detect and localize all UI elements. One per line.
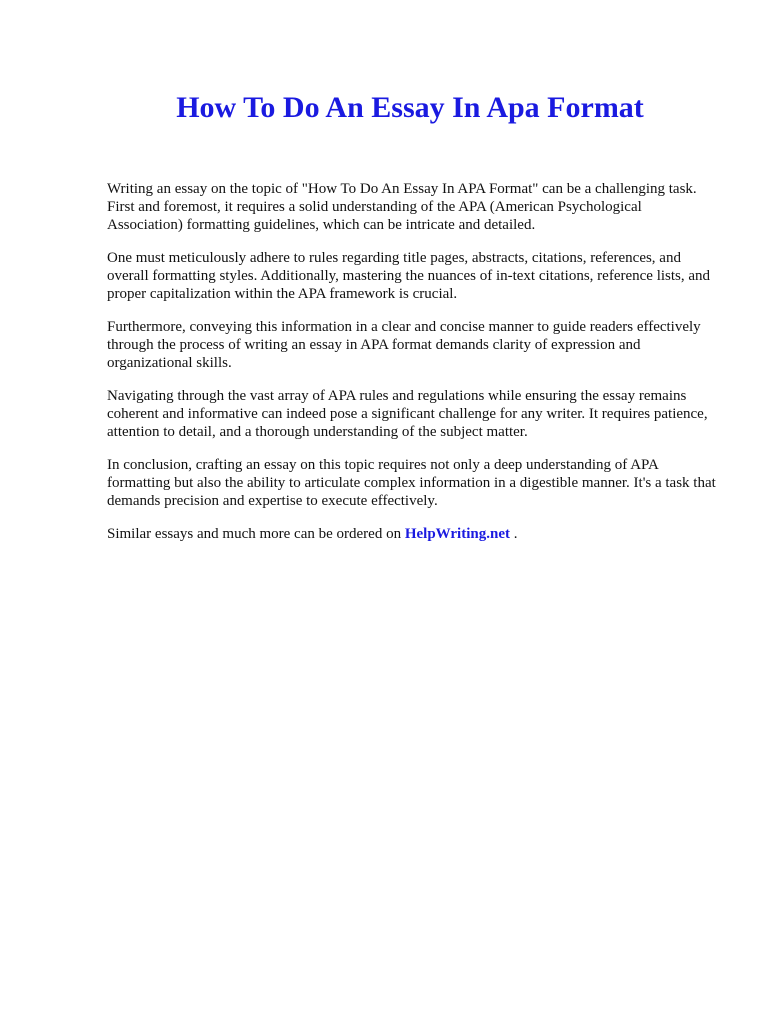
paragraph-2: One must meticulously adhere to rules regarding title pages, abstracts, citations, references, and overall formatting styles. Additionally, mastering the nuances of in-text citations, reference lists, and proper capitalization within the APA framework is crucial.	[107, 250, 711, 302]
closing-line	[107, 525, 719, 543]
paragraph-4: Navigating through the vast array of APA rules and regulations while ensuring the essay remains coherent and informative can indeed pose a significant challenge for any writer. It requires patience, attention to detail, and a thorough understanding of the subject matter.	[107, 388, 708, 440]
page-title: How To Do An Essay In Apa Format	[176, 91, 644, 124]
closing-suffix: .	[509, 526, 518, 542]
paragraph-3: Furthermore, conveying this information in a clear and concise manner to guide readers effectively through the process of writing an essay in APA format demands clarity of expression and organizational skills.	[107, 319, 701, 371]
paragraph-5: In conclusion, crafting an essay on this topic requires not only a deep understanding of APA formatting but also the ability to articulate complex information in a digestible manner. It's a task that demands precision and expertise to execute effectively.	[107, 457, 716, 509]
paragraph-1: Writing an essay on the topic of "How To Do An Essay In APA Format" can be a challenging task. First and foremost, it requires a solid understanding of the APA (American Psychological Association) formatting guidelines, which can be intricate and detailed.	[107, 181, 697, 233]
closing-prefix: Similar essays and much more can be ordered on	[107, 526, 405, 542]
essay-body	[107, 180, 719, 558]
helpwriting-link[interactable]: HelpWriting.net	[404, 526, 510, 542]
